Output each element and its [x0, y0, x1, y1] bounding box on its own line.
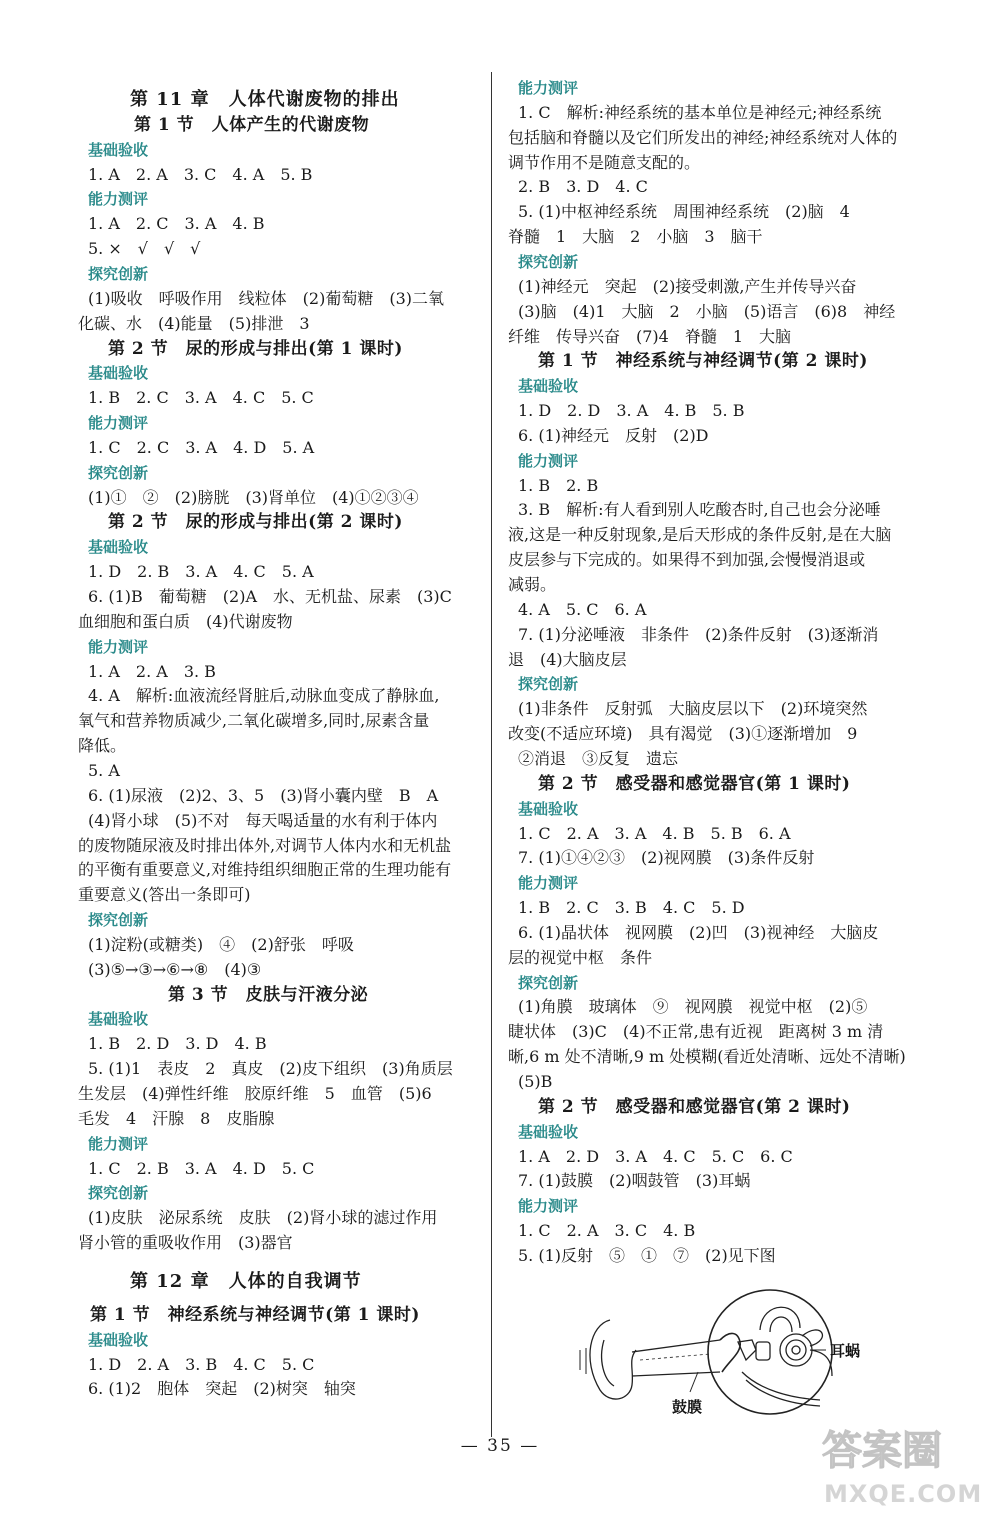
text-line: 重要意义(答出一条即可) — [78, 885, 251, 905]
text-line: 化碳、水 (4)能量 (5)排泄 3 — [78, 313, 310, 333]
text-line: 1. D 2. B 3. A 4. C 5. A — [88, 562, 314, 582]
cochlea-shape — [780, 1334, 812, 1366]
column-divider — [491, 72, 492, 1437]
text-line: (1)吸收 呼吸作用 线粒体 (2)葡萄糖 (3)二氧 — [88, 288, 444, 308]
subsection-label: 探究创新 — [88, 264, 149, 283]
text-line: 层的视觉中枢 条件 — [508, 947, 653, 967]
subsection-label: 基础验收 — [518, 377, 579, 396]
text-line: 4. A 解析:血液流经肾脏后,动脉血变成了静脉血, — [88, 686, 440, 706]
subsection-label: 基础验收 — [88, 364, 149, 383]
label-cochlea: 耳蜗 — [830, 1342, 861, 1360]
text-line: (4)肾小球 (5)不对 每天喝适量的水有利于体内 — [88, 810, 438, 830]
text-line: (1)神经元 突起 (2)接受刺激,产生并传导兴奋 — [518, 276, 857, 296]
text-line: 1. A 2. A 3. C 4. A 5. B — [88, 164, 313, 184]
subsection-label: 探究创新 — [518, 252, 579, 271]
text-line: 6. (1)2 胞体 突起 (2)树突 轴突 — [88, 1379, 356, 1399]
subsection-label: 能力测评 — [518, 79, 579, 97]
text-line: (1)① ② (2)膀胱 (3)肾单位 (4)①②③④ — [88, 487, 419, 507]
subsection-label: 能力测评 — [518, 874, 579, 893]
text-line: 6. (1)晶状体 视网膜 (2)凹 (3)视神经 大脑皮 — [518, 922, 879, 942]
subsection-label: 能力测评 — [518, 1197, 579, 1216]
subsection-label: 能力测评 — [88, 190, 149, 209]
text-line: 氧气和营养物质减少,二氧化碳增多,同时,尿素含量 — [78, 711, 430, 731]
subsection-label: 探究创新 — [518, 675, 579, 694]
text-line: 毛发 4 汗腺 8 皮脂腺 — [78, 1108, 275, 1128]
section-heading: 第 3 节 皮肤与汗液分泌 — [168, 984, 369, 1005]
text-line: 5. (1)中枢神经系统 周围神经系统 (2)脑 4 — [518, 202, 850, 222]
text-line: (5)B — [518, 1072, 553, 1091]
subsection-label: 能力测评 — [88, 1134, 149, 1153]
text-line: 血细胞和蛋白质 (4)代谢废物 — [78, 611, 293, 631]
section-heading: 第 1 节 神经系统与神经调节(第 1 课时) — [90, 1304, 420, 1325]
text-line: 7. (1)分泌唾液 非条件 (2)条件反射 (3)逐渐消 — [518, 624, 879, 644]
text-line: 调节作用不是随意支配的。 — [508, 152, 701, 172]
watermark-logo — [818, 1420, 990, 1510]
text-line: 1. A 2. C 3. A 4. B — [88, 214, 265, 234]
text-line: 4. A 5. C 6. A — [518, 599, 647, 619]
text-line: 1. A 2. D 3. A 4. C 5. C 6. C — [518, 1146, 793, 1166]
subsection-label: 探究创新 — [518, 973, 579, 992]
section-heading: 第 2 节 尿的形成与排出(第 2 课时) — [108, 512, 403, 533]
text-line: 降低。 — [78, 736, 127, 756]
text-line: 肾小管的重吸收作用 (3)器官 — [78, 1233, 293, 1253]
text-line: 6. (1)尿液 (2)2、3、5 (3)肾小囊内壁 B A — [88, 785, 439, 805]
text-line: (1)淀粉(或糖类) ④ (2)舒张 呼吸 — [88, 934, 354, 954]
text-line: ②消退 ③反复 遗忘 — [518, 748, 679, 768]
text-line: 1. A 2. A 3. B — [88, 661, 216, 681]
text-line: 1. B 2. C 3. A 4. C 5. C — [88, 388, 314, 408]
subsection-label: 基础验收 — [518, 799, 579, 818]
text-line: 1. B 2. D 3. D 4. B — [88, 1034, 267, 1054]
section-heading: 第 2 节 感受器和感觉器官(第 1 课时) — [538, 773, 851, 794]
text-line: 的平衡有重要意义,对维持组织细胞正常的生理功能有 — [78, 860, 452, 880]
section-heading: 第 1 节 人体产生的代谢废物 — [134, 114, 370, 135]
text-line: 3. B 解析:有人看到别人吃酸杏时,自己也会分泌唾 — [518, 500, 881, 520]
text-line: 5. (1)反射 ⑤ ① ⑦ (2)见下图 — [518, 1245, 776, 1265]
text-line: 减弱。 — [508, 575, 557, 594]
subsection-label: 能力测评 — [88, 637, 149, 656]
text-line: 1. B 2. B — [518, 475, 599, 495]
text-line: 液,这是一种反射现象,是后天形成的条件反射,是在大脑 — [508, 525, 892, 545]
text-line: 6. (1)神经元 反射 (2)D — [518, 425, 709, 445]
label-eardrum: 鼓膜 — [672, 1398, 703, 1416]
text-line: 睫状体 (3)C (4)不正常,患有近视 距离树 3 m 清 — [508, 1022, 884, 1042]
ear-diagram — [570, 1280, 880, 1430]
subsection-label: 探究创新 — [88, 1184, 149, 1203]
text-line: 纤维 传导兴奋 (7)4 脊髓 1 大脑 — [508, 326, 792, 346]
text-line: 5. × √ √ √ — [88, 239, 201, 259]
text-line: (3)⑤→③→⑥→⑧ (4)③ — [88, 959, 262, 979]
section-heading: 第 1 节 神经系统与神经调节(第 2 课时) — [538, 351, 868, 372]
text-line: (1)皮肤 泌尿系统 皮肤 (2)肾小球的滤过作用 — [88, 1208, 438, 1228]
subsection-label: 基础验收 — [88, 538, 149, 557]
subsection-label: 基础验收 — [518, 1122, 579, 1141]
text-line: 包括脑和脊髓以及它们所发出的神经;神经系统对人体的 — [508, 127, 898, 147]
text-line: 晰,6 m 处不清晰,9 m 处模糊(看近处清晰、远处不清晰) — [508, 1047, 906, 1067]
text-line: 1. B 2. C 3. B 4. C 5. D — [518, 898, 745, 918]
subsection-label: 探究创新 — [88, 463, 149, 482]
text-line: 1. D 2. D 3. A 4. B 5. B — [518, 401, 745, 421]
subsection-label: 探究创新 — [88, 911, 149, 930]
subsection-label: 基础验收 — [88, 140, 149, 159]
subsection-label: 基础验收 — [88, 1010, 149, 1029]
subsection-label: 基础验收 — [88, 1330, 149, 1349]
text-line: 1. C 解析:神经系统的基本单位是神经元;神经系统 — [518, 102, 882, 122]
subsection-label: 能力测评 — [88, 414, 149, 433]
text-line: 的废物随尿液及时排出体外,对调节人体内水和无机盐 — [78, 835, 452, 855]
text-line: 脊髓 1 大脑 2 小脑 3 脑干 — [508, 227, 763, 247]
text-line: 退 (4)大脑皮层 — [508, 649, 627, 669]
text-line: (3)脑 (4)1 大脑 2 小脑 (5)语言 (6)8 神经 — [518, 301, 896, 321]
chapter-heading: 第 11 章 人体代谢废物的排出 — [130, 89, 400, 110]
text-line: 6. (1)B 葡萄糖 (2)A 水、无机盐、尿素 (3)C — [88, 587, 452, 606]
text-line: 7. (1)①④②③ (2)视网膜 (3)条件反射 — [518, 848, 815, 868]
text-line: (1)角膜 玻璃体 ⑨ 视网膜 视觉中枢 (2)⑤ — [518, 997, 868, 1017]
section-heading: 第 2 节 感受器和感觉器官(第 2 课时) — [538, 1096, 851, 1117]
text-line: 1. C 2. B 3. A 4. D 5. C — [88, 1158, 315, 1178]
text-line: 2. B 3. D 4. C — [518, 177, 648, 197]
text-line: 改变(不适应环境) 具有渴觉 (3)①逐渐增加 9 — [508, 724, 858, 744]
page-number: — 35 — — [460, 1436, 540, 1456]
text-line: 生发层 (4)弹性纤维 胶原纤维 5 血管 (5)6 — [78, 1084, 432, 1103]
text-line: 1. C 2. A 3. A 4. B 5. B 6. A — [518, 823, 791, 843]
text-line: 皮层参与下完成的。如果得不到加强,会慢慢消退或 — [508, 550, 866, 570]
text-line: (1)非条件 反射弧 大脑皮层以下 (2)环境突然 — [518, 699, 868, 719]
text-line: 7. (1)鼓膜 (2)咽鼓管 (3)耳蜗 — [518, 1171, 751, 1191]
svg-text:MXQE.COM: MXQE.COM — [824, 1480, 983, 1508]
text-line: 1. C 2. A 3. C 4. B — [518, 1221, 696, 1241]
svg-text:答案圈: 答案圈 — [822, 1428, 942, 1474]
text-line: 5. A — [88, 760, 120, 780]
section-heading: 第 2 节 尿的形成与排出(第 1 课时) — [108, 338, 403, 359]
text-line: 1. D 2. A 3. B 4. C 5. C — [88, 1354, 315, 1374]
text-line: 1. C 2. C 3. A 4. D 5. A — [88, 437, 315, 457]
chapter-heading: 第 12 章 人体的自我调节 — [130, 1270, 362, 1292]
subsection-label: 能力测评 — [518, 451, 579, 470]
text-line: 5. (1)1 表皮 2 真皮 (2)皮下组织 (3)角质层 — [88, 1059, 453, 1079]
outer-ear-shape — [590, 1320, 636, 1399]
